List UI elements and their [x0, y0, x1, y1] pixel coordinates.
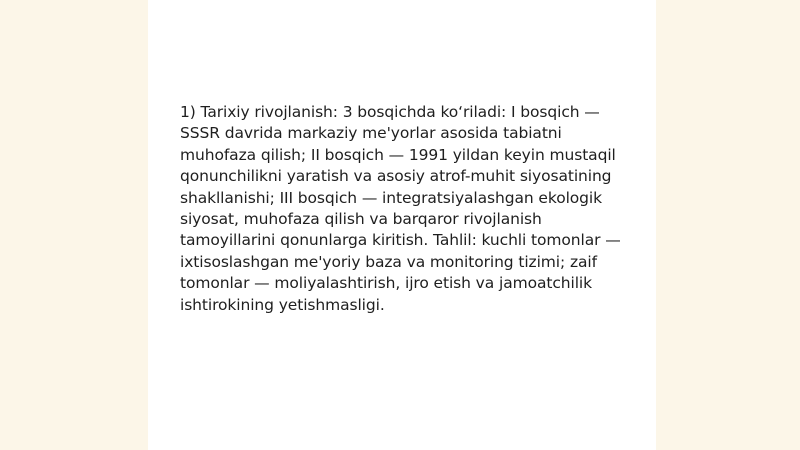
document-page — [148, 0, 656, 450]
document-paragraph: 1) Tarixiy rivojlanish: 3 bosqichda ko‘riladi: I bosqich — SSSR davrida markaziy me'yorlar asosida tabiatni muhofaza qilish; II bosqich — 1991 yildan keyin mustaqil qonunchilikni yaratish va asosiy atrof-muhit siyosatining shakllanishi; III bosqich — integratsiyalashgan ekologik siyosat, muhofaza qilish va barqaror rivojlanish tamoyillarini qonunlarga kiritish. Tahlil: kuchli tomonlar — ixtisoslashgan me'yoriy baza va monitoring tizimi; zaif tomonlar — moliyalashtirish, ijro etish va jamoatchilik ishtirokining yetishmasligi. — [180, 103, 621, 314]
left-margin — [0, 0, 148, 450]
right-margin — [656, 0, 800, 450]
